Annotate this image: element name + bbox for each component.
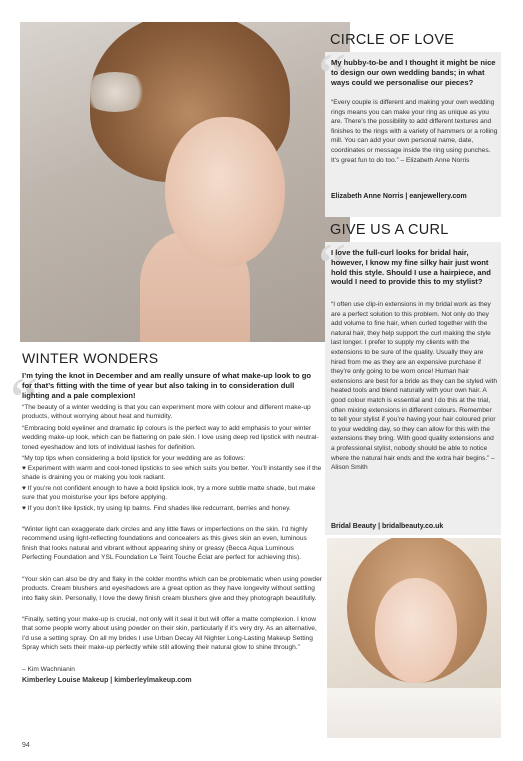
- circle-heading: CIRCLE OF LOVE: [330, 32, 455, 48]
- quote-mark-icon: “: [10, 364, 39, 435]
- winter-heading: WINTER WONDERS: [22, 350, 159, 366]
- hair-comb-accessory: [80, 72, 150, 112]
- circle-answer: “Every couple is different and making your own wedding rings means you can make your ring as unique as you are. There’s the possibility to add different textures and finishes to the rings with a variety of hammers or a rolling mill. You can add your own personal name, date, coordinates or message inside the ring using punches. It’s great fun to do too.” – Elizabeth Anne Norris: [331, 99, 498, 164]
- winter-attribution: – Kim Wachnianin: [22, 666, 75, 673]
- curl-signature: Bridal Beauty | bridalbeauty.co.uk: [331, 523, 444, 530]
- winter-paragraph: “Your skin can also be dry and flaky in the colder months which can be problematic when using powder products. Cream blushers and eyeshadows are a great option as they have longevity without settling into flaky skin. Personally, I love the dewy finish cream blushers give and they photograph beautifully.: [22, 576, 322, 602]
- winter-paragraph: “Finally, setting your make-up is crucial, not only will it seal it but will offer a matte complexion. I know that some people worry about using powder on their skin, particularly if it’s very dry. As an alternative, I’d use a setting spray. On all my brides I use Urban Decay All Nighter Long-Lasting Makeup Setting Spray which sets their make-up perfectly while still allowing their natural glow to shine through.”: [22, 616, 317, 652]
- curl-answer: “I often use clip-in extensions in my bridal work as they are a perfect solution to this problem. Not only do they add volume to fine hair, when curled together with the natural hair, they help support the curl making the style last longer. I prefer to supply my clients with the extensions to be sure of the quality. Usually they are hired from me as they are an expensive purchase if they’re only going to be worn once! Human hair extensions are best for a bride as they can be styled with heated tools and blend naturally with your own hair. A good colour match is essential and I do this at the trial, often mixing extensions in different colours. Remember to tell your stylist if you’re having your hair coloured prior to your wedding day, so they can allow for this with the extensions they bring. With good quality extensions and a professional stylist, nobody should be able to notice where the natural hair ends and the extra hair begins.” – Alison Smith: [331, 301, 498, 472]
- page-number: 94: [22, 742, 30, 749]
- hero-face: [165, 117, 285, 267]
- winter-paragraph: “Embracing bold eyeliner and dramatic lip colours is the perfect way to add emphasis to your winter wedding make-up look, which can be flattering on pale skin. I love using deep red lipstick with neutral-toned eyeshadow and lots of individual lashes for definition.: [22, 425, 319, 451]
- hero-bride-photo: [20, 22, 350, 342]
- winter-tip: ♥ If you don’t like lipstick, try using lip balms. Find shades like redcurrant, berries and honey.: [22, 505, 291, 512]
- bride-photo: [327, 538, 501, 738]
- circle-question: My hubby-to-be and I thought it might be nice to design our own wedding bands; in what ways could we personalise our pieces?: [331, 58, 496, 87]
- winter-paragraph: “The beauty of a winter wedding is that you can experiment more with colour and different make-up products, without worrying about heat and humidity.: [22, 404, 311, 421]
- quote-mark-icon: “: [318, 40, 347, 111]
- quote-mark-icon: “: [318, 230, 347, 301]
- winter-signature: Kimberley Louise Makeup | kimberleylmakeup.com: [22, 677, 192, 684]
- winter-question: I’m tying the knot in December and am really unsure of what make-up look to go for that’s fitting with the time of year but also taking in to consideration dull lighting and a pale complexion!: [22, 371, 312, 400]
- bride-dress: [327, 688, 501, 738]
- winter-tip: ♥ Experiment with warm and cool-toned lipsticks to see which suits you better. You’ll instantly see if the shade is draining you or making you look radiant.: [22, 465, 322, 482]
- winter-paragraph: “Winter light can exaggerate dark circles and any little flaws or imperfections on the skin. I’d highly recommend using light-reflecting foundations and concealers as this gives skin an even, luminous finish that looks natural and vibrant without appearing shiny or greasy (Becca Aqua Luminous Perfecting Foundation and YSL Foundation Le Teint Touche Éclat are perfect for achieving this).: [22, 526, 308, 562]
- curl-heading: GIVE US A CURL: [330, 222, 449, 238]
- circle-signature: Elizabeth Anne Norris | eanjewellery.com: [331, 193, 467, 200]
- winter-paragraph: “My top tips when considering a bold lipstick for your wedding are as follows:: [22, 455, 246, 462]
- winter-tip: ♥ If you’re not confident enough to have a bold lipstick look, try a more subtle matte shade, but make sure that you moisturise your lips before applying.: [22, 485, 316, 502]
- curl-question: I love the full-curl looks for bridal hair, however, I know my fine silky hair just wont hold this style. Should I use a hairpiece, and would I need to provide this to my stylist?: [331, 248, 491, 287]
- bride-face: [375, 578, 457, 683]
